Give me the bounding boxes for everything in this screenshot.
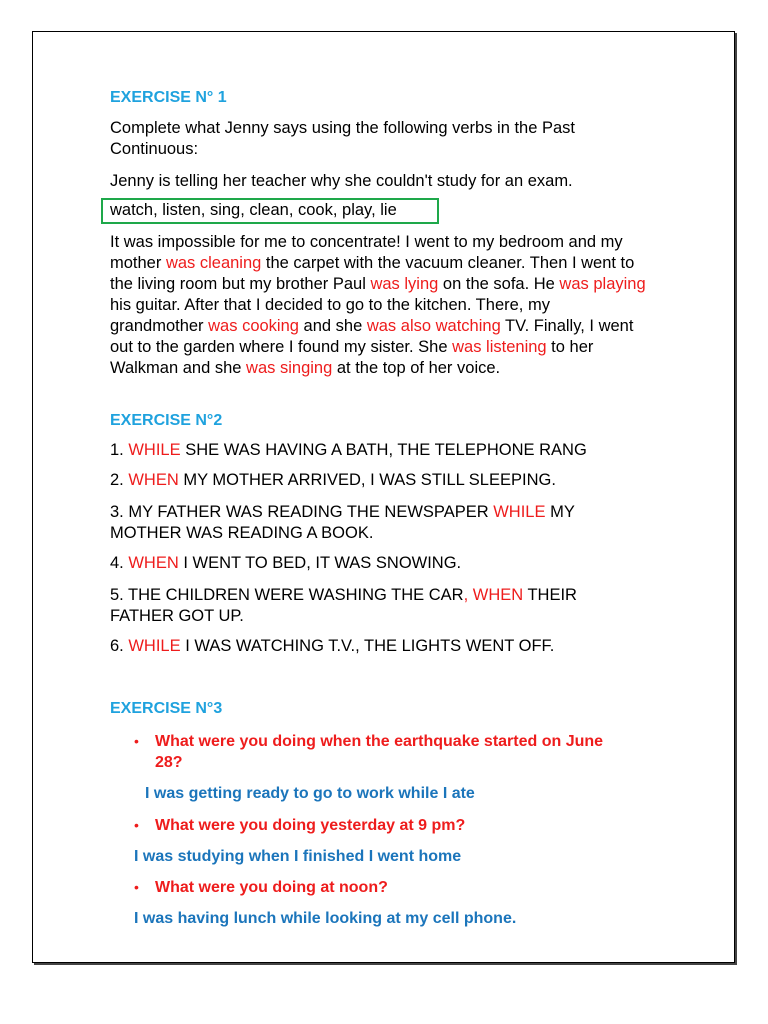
answer-1: I was getting ready to go to work while I ate — [145, 785, 475, 802]
answer-verb: was cleaning — [165, 254, 262, 272]
sentence-text: SHE WAS HAVING A BATH, THE TELEPHONE RANG — [180, 441, 587, 459]
exercise-1-title: EXERCISE N° 1 — [110, 89, 227, 106]
sentence-number: 1. — [110, 441, 129, 459]
conjunction: , WHEN — [463, 586, 524, 604]
answer-verb: was cooking — [208, 317, 299, 335]
exercise-3-title: EXERCISE N°3 — [110, 700, 223, 717]
sentence-text: MY MOTHER ARRIVED, I WAS STILL SLEEPING. — [178, 471, 556, 489]
sentence-4 — [110, 553, 738, 574]
sentence-1 — [110, 440, 738, 461]
bullet-icon: • — [134, 817, 139, 833]
sentence-text: 5. THE CHILDREN WERE WASHING THE CAR — [110, 586, 464, 604]
story-text: and she — [298, 317, 367, 335]
story-text: at the top of her voice. — [332, 359, 501, 377]
sentence-2 — [110, 470, 738, 491]
conjunction: WHEN — [128, 554, 179, 572]
sentence-6 — [110, 636, 738, 657]
story-text: the carpet with the vacuum cleaner. Then I went to the living room but my brother Paul — [110, 254, 635, 293]
answer-verb: was lying — [370, 275, 439, 293]
exercise-1-context: Jenny is telling her teacher why she couldn't study for an exam. — [110, 172, 573, 190]
exercise-2-title: EXERCISE N°2 — [110, 412, 223, 429]
conjunction: WHEN — [128, 471, 179, 489]
sentence-text: MY MOTHER WAS READING A BOOK. — [110, 503, 575, 542]
story-text: TV. Finally, I went out to the garden where I found my sister. She — [110, 317, 634, 356]
question-3: What were you doing at noon? — [155, 879, 388, 896]
question-2: What were you doing yesterday at 9 pm? — [155, 817, 466, 834]
sentence-number: 4. — [110, 554, 129, 572]
sentence-text: THEIR FATHER GOT UP. — [110, 586, 577, 625]
bullet-icon: • — [134, 733, 139, 749]
conjunction: WHILE — [128, 441, 181, 459]
answer-verb: was playing — [559, 275, 646, 293]
answer-3: I was having lunch while looking at my cell phone. — [134, 910, 517, 927]
answer-verb: was singing — [246, 359, 333, 377]
answer-verb: was also watching — [366, 317, 501, 335]
exercise-1-story — [110, 232, 648, 379]
conjunction: WHILE — [493, 503, 546, 521]
sentence-3 — [110, 502, 638, 544]
answer-verb: was listening — [452, 338, 547, 356]
bullet-icon: • — [134, 879, 139, 895]
verbs-list: watch, listen, sing, clean, cook, play, lie — [110, 201, 397, 219]
story-text: to her Walkman and she — [110, 338, 594, 377]
exercise-1-instruction: Complete what Jenny says using the following verbs in the Past Continuous: — [110, 119, 575, 158]
sentence-5 — [110, 585, 638, 627]
answer-2: I was studying when I finished I went home — [134, 848, 462, 865]
story-text: It was impossible for me to concentrate! I went to my bedroom and my mother — [110, 233, 623, 272]
sentence-text: I WENT TO BED, IT WAS SNOWING. — [178, 554, 462, 572]
story-text: his guitar. After that I decided to go to the kitchen. There, my grandmother — [110, 296, 550, 335]
sentence-text: I WAS WATCHING T.V., THE LIGHTS WENT OFF. — [180, 637, 555, 655]
sentence-number: 2. — [110, 471, 129, 489]
question-1: What were you doing when the earthquake started on June 28? — [155, 733, 604, 771]
conjunction: WHILE — [128, 637, 181, 655]
story-text: on the sofa. He — [438, 275, 560, 293]
sentence-number: 6. — [110, 637, 129, 655]
sentence-text: 3. MY FATHER WAS READING THE NEWSPAPER — [110, 503, 494, 521]
